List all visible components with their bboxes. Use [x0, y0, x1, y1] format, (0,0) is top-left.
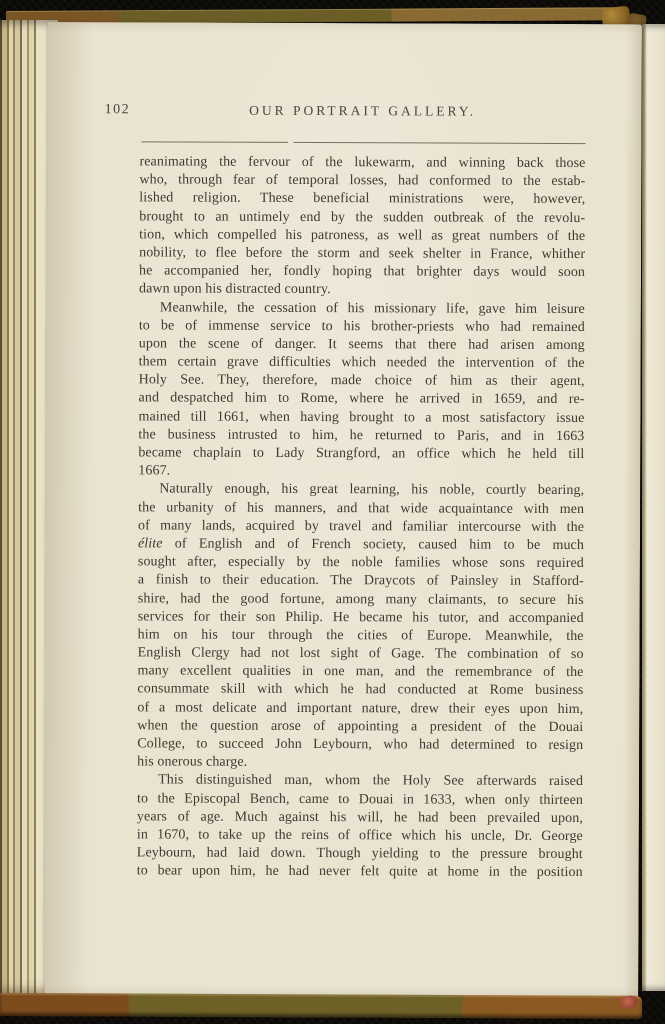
text-line: shire, had the good fortune, among many claimants, to secure his: [137, 590, 584, 608]
text-line: College, to succeed John Leybourn, who had determined to resign: [137, 736, 584, 754]
header-rule: [142, 141, 586, 144]
text-line: Holy See. They, therefore, made choice of him as their agent,: [138, 372, 585, 390]
text-line: upon the scene of danger. It seems that there had arisen among: [138, 336, 585, 353]
text-line: 1667.: [138, 463, 171, 479]
book-page: [44, 22, 642, 999]
facing-page-edge: [642, 24, 665, 991]
text-line: services for their son Philip. He became his tutor, and accompanied: [137, 609, 584, 626]
text-line: lished religion. These beneficial ministrations were, however,: [139, 190, 586, 208]
text-line: many excellent qualities in one man, and the remembrance of the: [137, 663, 584, 681]
text-line: English Clergy had not lost sight of Gage. The combination of so: [137, 645, 584, 663]
text-line: dawn upon his distracted country.: [138, 281, 331, 298]
text-line: in 1670, to take up the reins of office which his uncle, Dr. George: [136, 827, 583, 844]
text-block: [137, 153, 586, 882]
text-line: Meanwhile, the cessation of his missionary life, gave him leisure: [159, 299, 585, 317]
text-line: his onerous charge.: [137, 754, 248, 770]
text-line: a finish to their education. The Draycots of Painsley in Stafford-: [137, 572, 584, 590]
text-line: years of age. Much against his will, he had been prevailed upon,: [136, 809, 583, 826]
text-line: to the Episcopal Bench, came to Douai in 1633, when only thirteen: [136, 790, 584, 808]
text-line: brought to an untimely end by the sudden outbreak of the revolu-: [139, 208, 586, 226]
text-line: when the question arose of appointing a president of the Douai: [137, 718, 584, 735]
text-line: This distinguished man, whom the Holy See afterwards raised: [158, 772, 584, 790]
text-line: him on his tour through the cities of Europe. Meanwhile, the: [137, 627, 584, 644]
text-line: mained till 1661, when having brought to a most satisfactory issue: [138, 408, 585, 426]
text-line: Naturally enough, his great learning, his noble, courtly bearing,: [159, 481, 585, 499]
text-line: became chaplain to Lady Strangford, an office which he held till: [138, 445, 585, 463]
running-header-title: OUR PORTRAIT GALLERY.: [249, 102, 477, 119]
text-line: reanimating the fervour of the lukewarm, and winning back those: [139, 154, 586, 172]
text-line: sought after, especially by the noble families whose sons required: [137, 554, 584, 572]
text-line: to bear upon him, he had never felt quite at home in the position: [136, 863, 583, 881]
text-line: the urbanity of his manners, and that wide acquaintance with men: [138, 499, 585, 517]
page-number: 102: [104, 102, 131, 118]
text-line: Leybourn, had laid down. Though yielding to the pressure brought: [136, 845, 583, 863]
text-line: to be of immense service to his brother-priests who had remained: [138, 318, 585, 335]
text-line: them certain grave difficulties which needed the intervention of the: [138, 354, 585, 372]
text-line: who, through fear of temporal losses, had conformed to the estab-: [139, 172, 586, 190]
text-line: tion, which compelled his patroness, as well as great numbers of the: [139, 227, 586, 244]
text-line: and despatched him to Rome, where he arrived in 1659, and re-: [138, 390, 585, 408]
text-line: consummate skill with which he had conducted at Rome business: [137, 681, 584, 699]
text-line: of many lands, acquired by travel and familiar intercourse with the: [138, 518, 585, 535]
text-line: of a most delicate and important nature, drew their eyes upon him,: [137, 699, 584, 717]
text-line: nobility, to flee before the storm and seek shelter in France, whither: [139, 245, 586, 263]
text-line: he accompanied her, fondly hoping that brighter days would soon: [139, 263, 586, 281]
book-cover-bottom-edge: [0, 993, 642, 1019]
text-line: the business intrusted to him, he returned to Paris, and in 1663: [138, 427, 585, 444]
text-line: élite of English and of French society, caused him to be much: [137, 536, 585, 553]
